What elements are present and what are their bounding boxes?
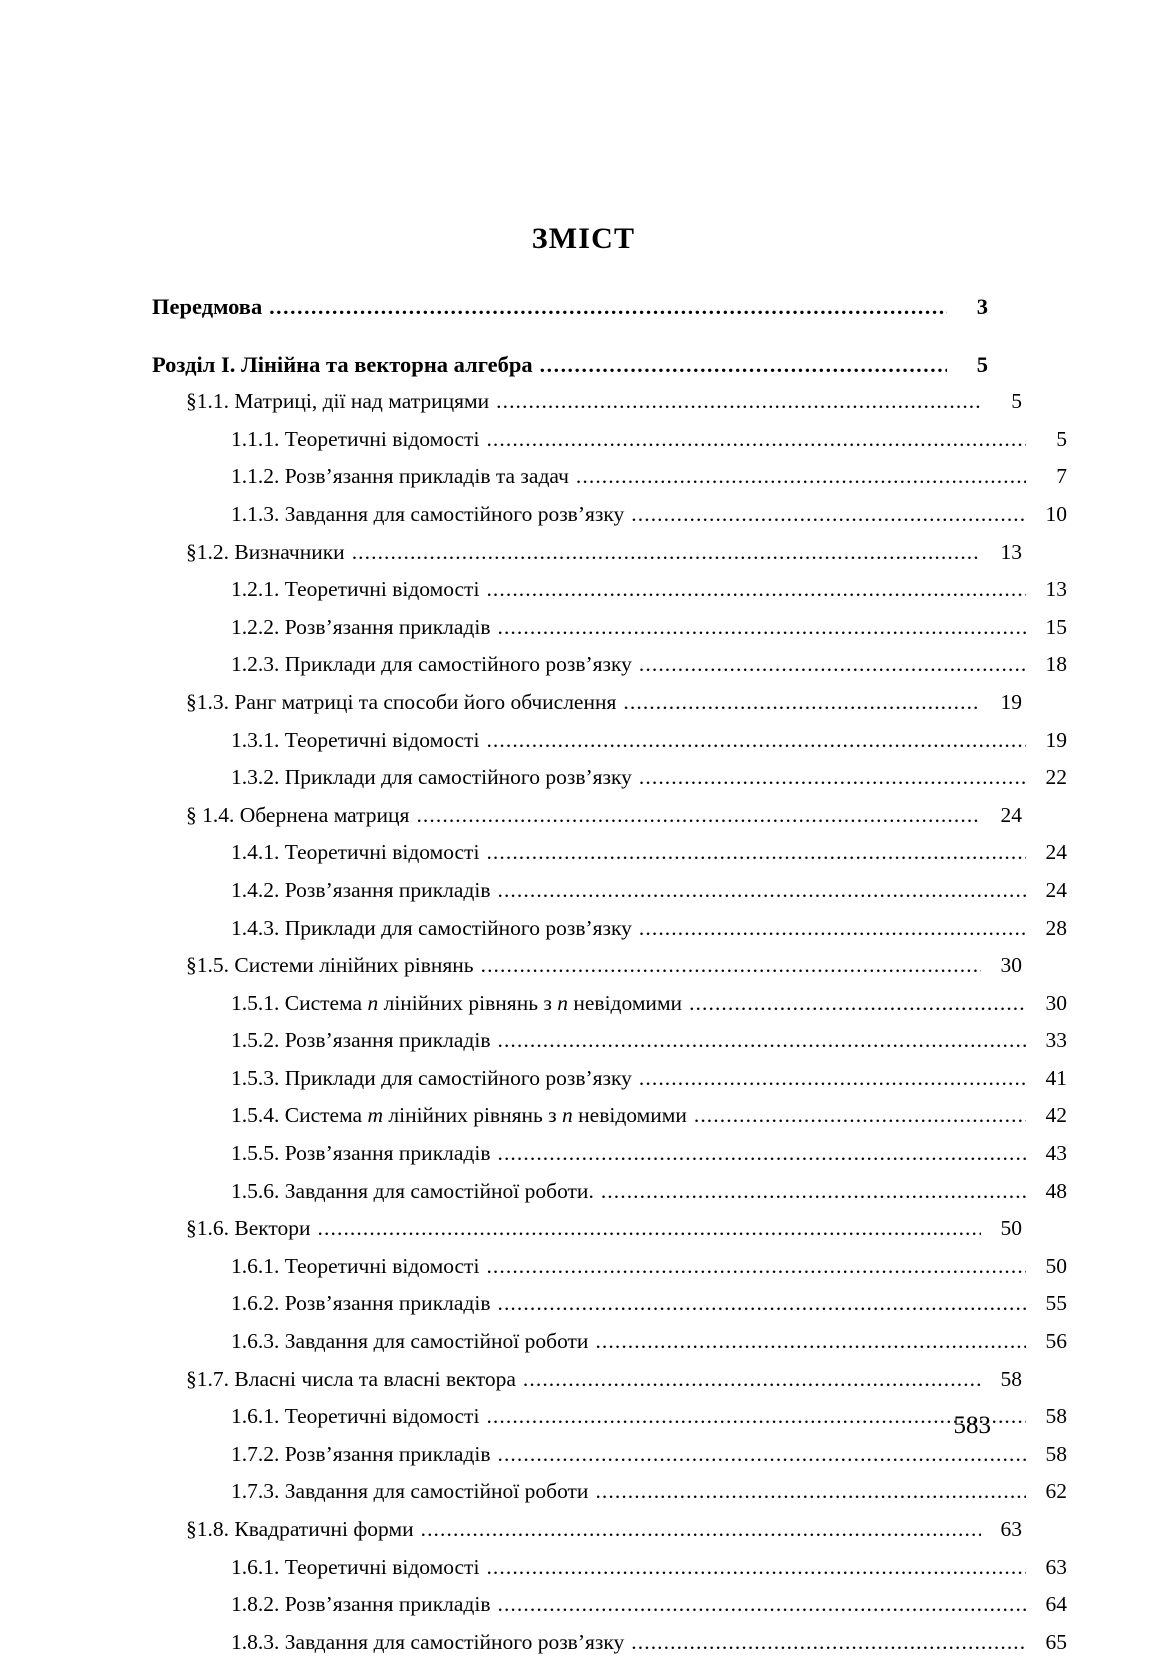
toc-entry-page-number: 19: [1000, 689, 1022, 714]
toc-entry-label: 1.2.2. Розв’язання прикладів: [231, 614, 491, 639]
toc-entry[interactable]: [152, 947, 1022, 985]
toc-entry-page-number: 42: [1045, 1103, 1067, 1128]
toc-entry-page-number: 41: [1045, 1065, 1067, 1090]
toc-entry[interactable]: [152, 1173, 1067, 1211]
toc-entry[interactable]: [152, 1323, 1067, 1361]
toc-entry-page-number: 55: [1045, 1291, 1067, 1316]
toc-entry[interactable]: [152, 534, 1022, 572]
toc-entry-page-number: 15: [1045, 614, 1067, 639]
toc-entry[interactable]: [152, 1473, 1067, 1511]
toc-entry-label: §1.1. Матриці, дії над матрицями: [186, 389, 490, 414]
toc-entry[interactable]: [152, 1436, 1067, 1474]
toc-entry-label: 1.6.2. Розв’язання прикладів: [231, 1291, 491, 1316]
toc-entry-label: 1.3.2. Приклади для самостійного розв’язку: [231, 765, 632, 790]
toc-entry-page-number: 43: [1045, 1141, 1067, 1166]
toc-dot-leader: [595, 1331, 1026, 1353]
toc-entry-page-number: 5: [976, 351, 988, 377]
toc-entry-page-number: 30: [1045, 990, 1067, 1015]
toc-entry-page-number: 65: [1045, 1629, 1067, 1654]
toc-entry-label: 1.4.3. Приклади для самостійного розв’язку: [231, 915, 632, 940]
toc-entry-page-number: 64: [1045, 1592, 1067, 1617]
toc-entry[interactable]: [152, 458, 1067, 496]
toc-entry-label: 1.5.5. Розв’язання прикладів: [231, 1141, 491, 1166]
toc-entry[interactable]: [152, 872, 1067, 910]
toc-entry-page-number: 28: [1045, 915, 1067, 940]
toc-entry[interactable]: [152, 1285, 1067, 1323]
toc-entry[interactable]: [152, 910, 1067, 948]
toc-entry-label: Розділ I. Лінійна та векторна алгебра: [152, 351, 533, 377]
toc-dot-leader: [497, 1030, 1026, 1052]
toc-dot-leader: [497, 1293, 1026, 1315]
toc-entry-page-number: 33: [1045, 1028, 1067, 1053]
toc-entry[interactable]: [152, 1210, 1022, 1248]
toc-entry[interactable]: [152, 1586, 1067, 1624]
toc-entry-label: 1.4.1. Теоретичні відомості: [231, 840, 480, 865]
toc-entry-label: §1.5. Системи лінійних рівнянь: [186, 953, 474, 978]
toc-entry-label: 1.8.2. Розв’язання прикладів: [231, 1592, 491, 1617]
toc-entry-label: §1.6. Вектори: [186, 1216, 311, 1241]
toc-entry-page-number: 24: [1045, 840, 1067, 865]
toc-entry-label: 1.1.1. Теоретичні відомості: [231, 426, 480, 451]
toc-entry-page-number: 50: [1045, 1253, 1067, 1278]
toc-entry[interactable]: [152, 383, 1022, 421]
toc-entry[interactable]: [152, 571, 1067, 609]
toc-dot-leader: [486, 1256, 1026, 1278]
toc-dot-leader: [486, 1557, 1026, 1579]
toc-entry[interactable]: [152, 759, 1067, 797]
toc-entry-label: 1.5.6. Завдання для самостійної роботи.: [231, 1178, 594, 1203]
toc-entry-page-number: 50: [1000, 1216, 1022, 1241]
toc-entry[interactable]: [152, 1248, 1067, 1286]
toc-entry-page-number: 58: [1045, 1404, 1067, 1429]
toc-entry-page-number: 19: [1045, 727, 1067, 752]
toc-entry[interactable]: [152, 1549, 1067, 1587]
toc-entry-page-number: 30: [1000, 953, 1022, 978]
toc-dot-leader: [623, 692, 981, 714]
toc-entry-page-number: 7: [1056, 464, 1067, 489]
toc-dot-leader: [318, 1218, 981, 1240]
toc-entry-page-number: 58: [1045, 1441, 1067, 1466]
toc-entry-page-number: 13: [1045, 577, 1067, 602]
toc-entry-label: 1.1.3. Завдання для самостійного розв’язку: [231, 501, 625, 526]
toc-dot-leader: [416, 805, 981, 827]
toc-dot-leader: [576, 466, 1026, 488]
toc-entry-label: 1.5.3. Приклади для самостійного розв’язку: [231, 1065, 632, 1090]
toc-entry-page-number: 5: [1011, 389, 1022, 414]
toc-dot-leader: [497, 880, 1026, 902]
toc-entry-label: 1.6.1. Теоретичні відомості: [231, 1253, 480, 1278]
toc-entry-page-number: 24: [1045, 877, 1067, 902]
toc-dot-leader: [497, 617, 1026, 639]
toc-entry-page-number: 18: [1045, 652, 1067, 677]
toc-entry[interactable]: [152, 496, 1067, 534]
page-folio: 583: [953, 1412, 991, 1439]
toc-dot-leader: [421, 1519, 981, 1541]
toc-entry[interactable]: [152, 1022, 1067, 1060]
toc-dot-leader: [595, 1481, 1026, 1503]
toc-dot-leader: [523, 1369, 981, 1391]
toc-dot-leader: [639, 767, 1026, 789]
toc-dot-leader: [496, 391, 981, 413]
toc-dot-leader: [689, 993, 1026, 1015]
toc-entry-label: 1.5.1. Система n лінійних рівнянь з n невідомими: [231, 990, 683, 1015]
toc-entry[interactable]: [152, 722, 1067, 760]
toc-entry-label: §1.7. Власні числа та власні вектора: [186, 1366, 516, 1391]
toc-dot-leader: [486, 730, 1026, 752]
toc-dot-leader: [639, 654, 1026, 676]
toc-entry[interactable]: [152, 421, 1067, 459]
toc-dot-leader: [497, 1143, 1026, 1165]
toc-entry[interactable]: [152, 1398, 1067, 1436]
toc-dot-leader: [540, 355, 947, 378]
toc-entry-page-number: 5: [1056, 426, 1067, 451]
toc-entry-label: 1.8.3. Завдання для самостійного розв’язку: [231, 1629, 625, 1654]
toc-entry[interactable]: [152, 609, 1067, 647]
toc-entry[interactable]: [152, 1060, 1067, 1098]
toc-entry-page-number: 3: [976, 294, 988, 319]
toc-entry[interactable]: [152, 797, 1022, 835]
toc-entry-label: 1.5.4. Система m лінійних рівнянь з n невідомими: [231, 1103, 687, 1128]
toc-entry-page-number: 58: [1000, 1366, 1022, 1391]
toc-entry[interactable]: [152, 1511, 1022, 1549]
toc-entry-page-number: 56: [1045, 1329, 1067, 1354]
toc-entry-label: 1.7.2. Розв’язання прикладів: [231, 1441, 491, 1466]
toc-entry-label: 1.6.1. Теоретичні відомості: [231, 1404, 480, 1429]
toc-dot-leader: [486, 579, 1026, 601]
toc-dot-leader: [269, 297, 947, 320]
toc-entry-page-number: 13: [1000, 539, 1022, 564]
toc-dot-leader: [497, 1594, 1026, 1616]
toc-entry-label: 1.2.3. Приклади для самостійного розв’язку: [231, 652, 632, 677]
toc-entry-label: 1.2.1. Теоретичні відомості: [231, 577, 480, 602]
toc-dot-leader: [601, 1181, 1026, 1203]
toc-dot-leader: [486, 842, 1026, 864]
toc-dot-leader: [486, 429, 1026, 451]
toc-entry-label: 1.5.2. Розв’язання прикладів: [231, 1028, 491, 1053]
toc-entry[interactable]: [152, 1097, 1067, 1135]
toc-entry[interactable]: [152, 1361, 1022, 1399]
toc-entry-label: § 1.4. Обернена матриця: [186, 802, 410, 827]
toc-dot-leader: [631, 1632, 1026, 1654]
toc-dot-leader: [352, 542, 981, 564]
toc-entry-label: 1.6.3. Завдання для самостійної роботи: [231, 1329, 589, 1354]
toc-entry-page-number: 63: [1045, 1554, 1067, 1579]
toc-entry[interactable]: [152, 346, 988, 384]
toc-dot-leader: [631, 504, 1026, 526]
table-of-contents: [152, 288, 1067, 1661]
toc-entry-page-number: 48: [1045, 1178, 1067, 1203]
toc-entry-label: §1.8. Квадратичні форми: [186, 1517, 414, 1541]
toc-entry[interactable]: [152, 288, 988, 326]
toc-dot-leader: [639, 918, 1026, 940]
toc-entry-page-number: 62: [1045, 1479, 1067, 1504]
page-title: ЗМІСТ: [531, 222, 636, 255]
toc-entry[interactable]: [152, 684, 1022, 722]
toc-entry[interactable]: [152, 985, 1067, 1023]
toc-entry[interactable]: [152, 646, 1067, 684]
toc-entry-label: 1.6.1. Теоретичні відомості: [231, 1554, 480, 1579]
toc-entry-label: §1.2. Визначники: [186, 539, 345, 564]
toc-entry[interactable]: [152, 1624, 1067, 1661]
toc-entry-page-number: 10: [1045, 501, 1067, 526]
toc-entry-label: 1.7.3. Завдання для самостійної роботи: [231, 1479, 589, 1504]
toc-entry-label: 1.1.2. Розв’язання прикладів та задач: [231, 464, 569, 489]
toc-entry-label: 1.3.1. Теоретичні відомості: [231, 727, 480, 752]
toc-dot-leader: [497, 1444, 1026, 1466]
toc-entry-label: 1.4.2. Розв’язання прикладів: [231, 877, 491, 902]
toc-dot-leader: [639, 1068, 1026, 1090]
toc-entry-label: Передмова: [152, 294, 263, 319]
toc-dot-leader: [481, 955, 981, 977]
toc-dot-leader: [694, 1105, 1026, 1127]
toc-entry-page-number: 24: [1000, 802, 1022, 827]
toc-entry[interactable]: [152, 1135, 1067, 1173]
toc-entry-page-number: 63: [1000, 1517, 1022, 1541]
toc-entry-label: §1.3. Ранг матриці та способи його обчислення: [186, 689, 617, 714]
toc-entry-page-number: 22: [1045, 765, 1067, 790]
toc-entry[interactable]: [152, 834, 1067, 872]
toc-dot-leader: [486, 1406, 1026, 1428]
